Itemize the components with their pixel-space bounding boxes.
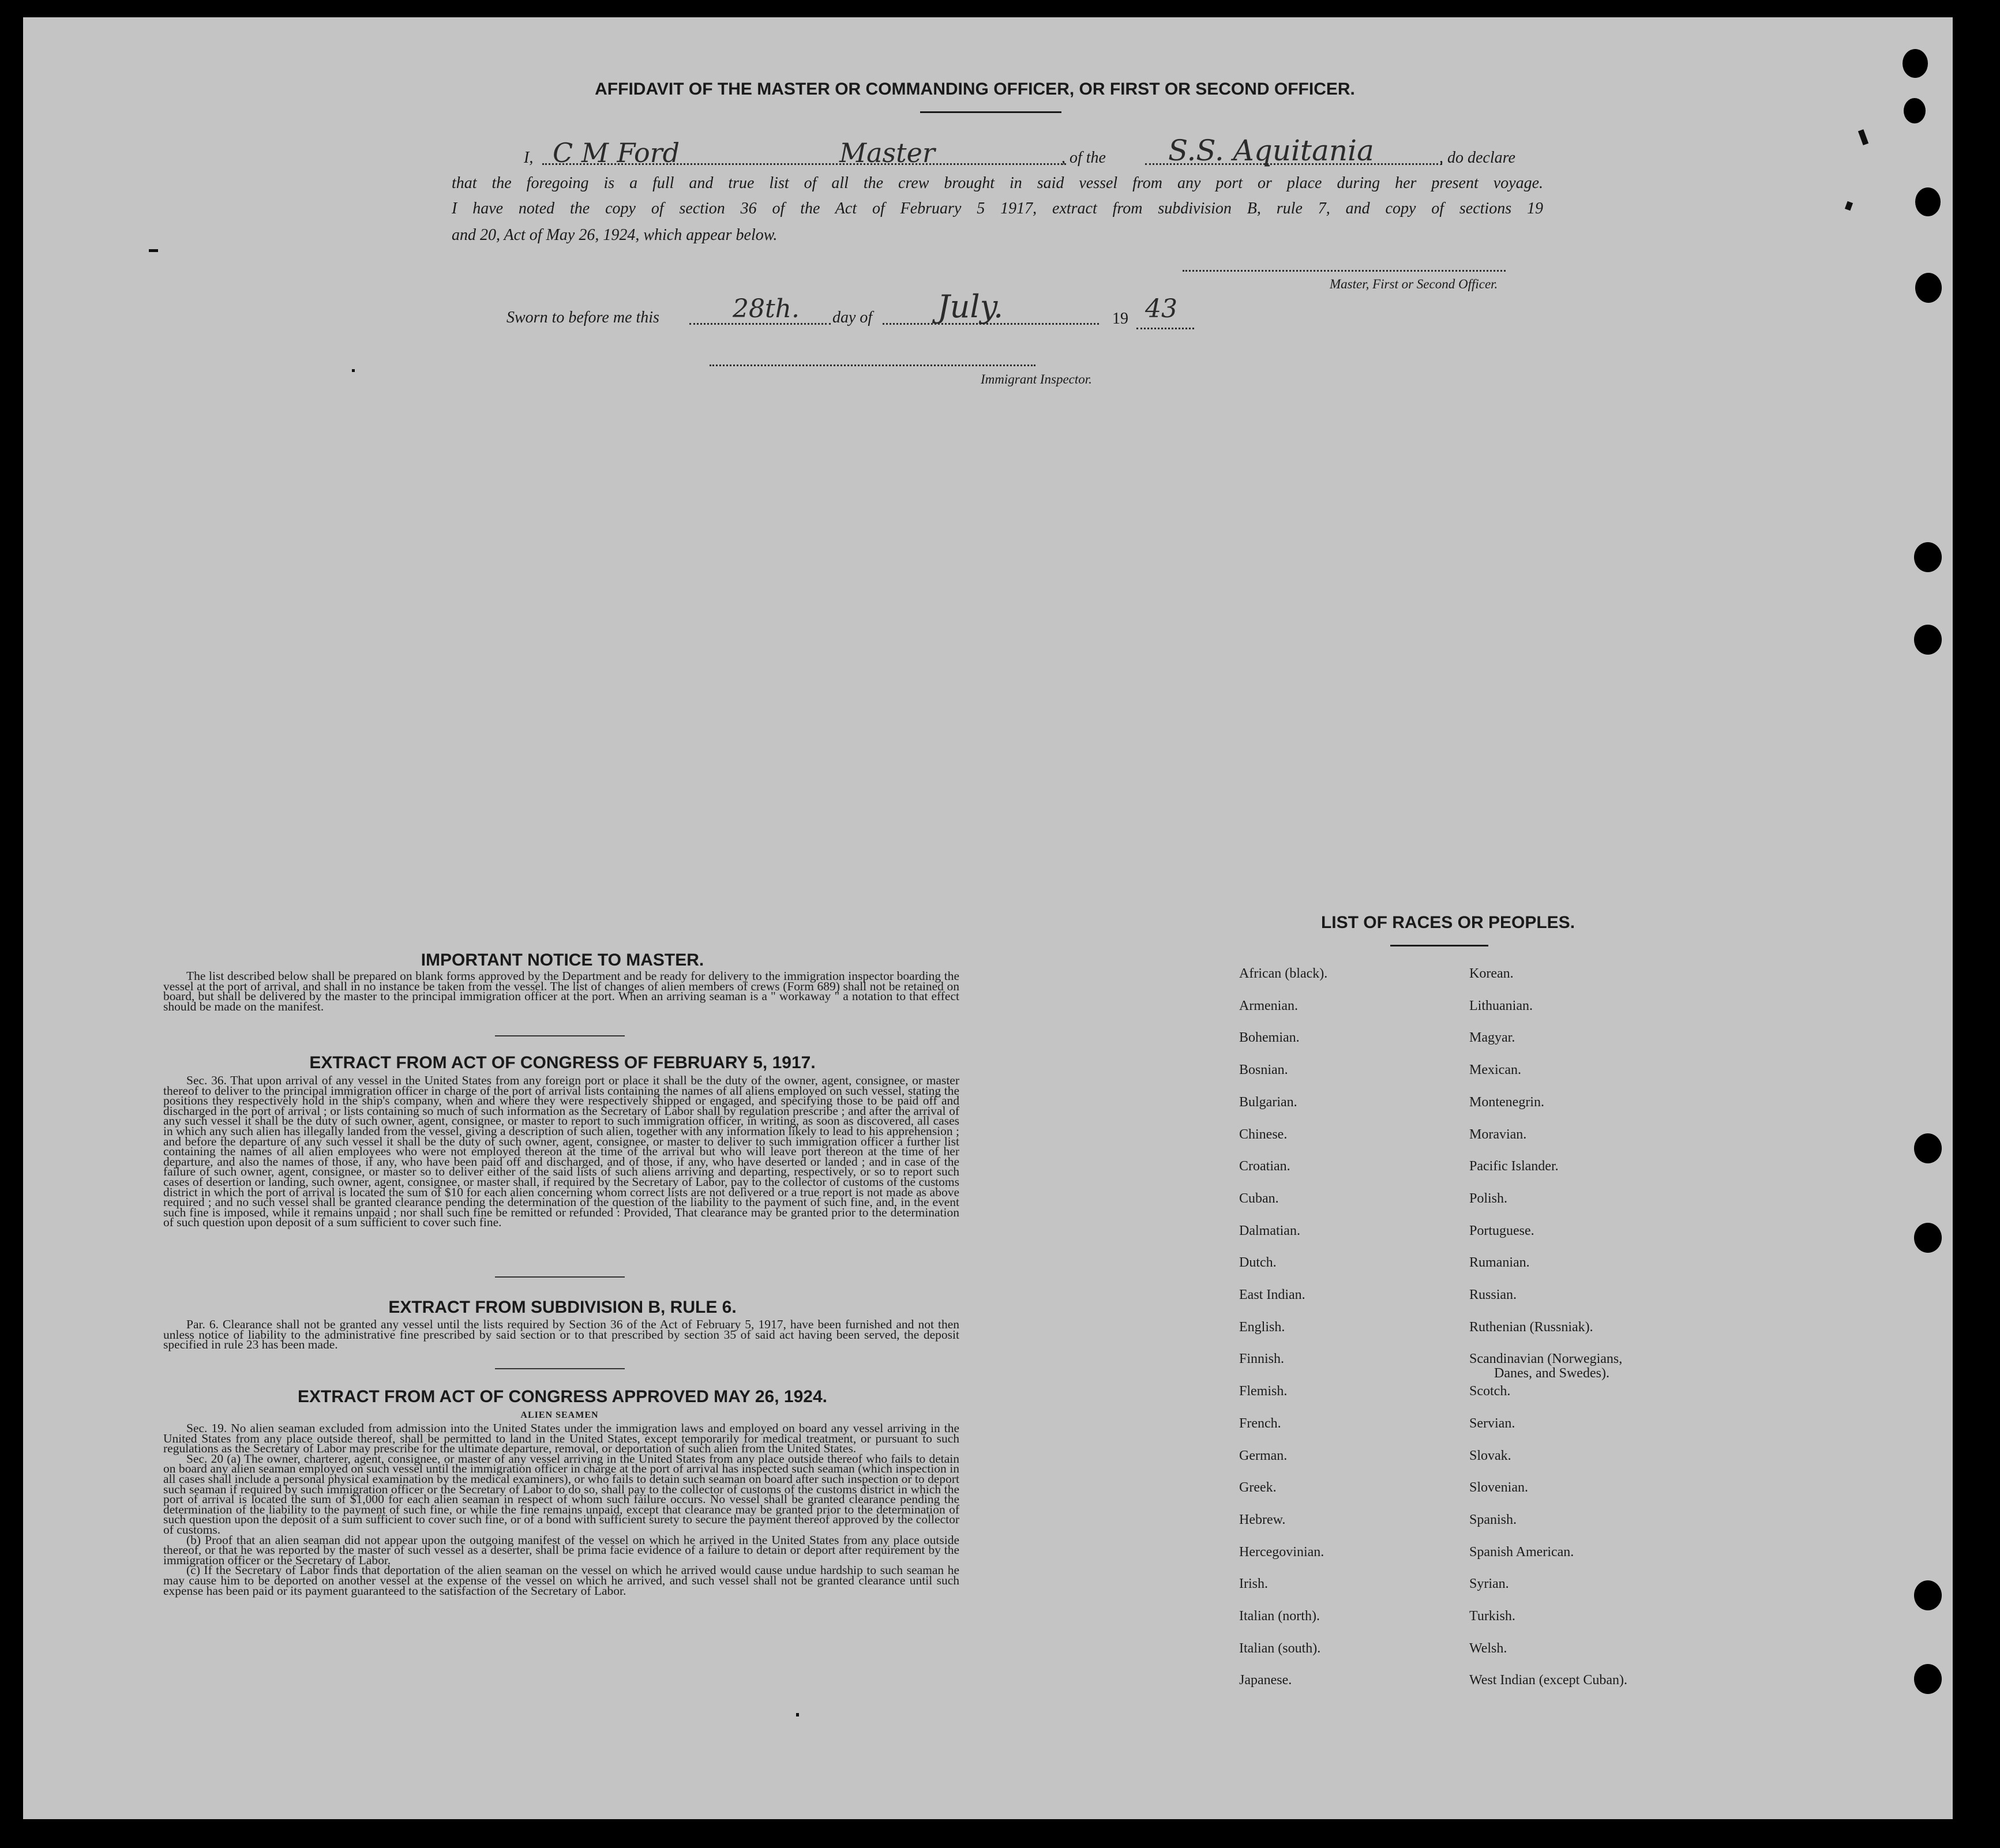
race-item: Russian.: [1469, 1287, 1517, 1302]
mark: [796, 1713, 799, 1716]
pronoun: I,: [524, 149, 534, 167]
master-name: C M Ford: [553, 137, 680, 168]
alien-seamen-subtitle: ALIEN SEAMEN: [520, 1410, 599, 1420]
punch-hole: [1903, 49, 1928, 78]
master-signature-caption: Master, First or Second Officer.: [1330, 277, 1498, 291]
race-item: Servian.: [1469, 1415, 1515, 1431]
race-item: English.: [1239, 1319, 1285, 1335]
race-item: German.: [1239, 1448, 1288, 1463]
race-item: Lithuanian.: [1469, 998, 1533, 1013]
race-item: Scotch.: [1469, 1384, 1511, 1399]
sworn-day: 28th.: [733, 294, 800, 324]
sworn-month: July.: [937, 288, 1004, 325]
race-item: Chinese.: [1239, 1126, 1288, 1142]
race-item: Finnish.: [1239, 1351, 1285, 1367]
race-item: Spanish.: [1469, 1512, 1517, 1527]
race-item: French.: [1239, 1415, 1281, 1431]
races-title: LIST OF RACES OR PEOPLES.: [1320, 913, 1575, 932]
race-item: Bohemian.: [1239, 1030, 1300, 1046]
race-item: Slovenian.: [1469, 1480, 1528, 1496]
punch-hole: [1914, 1664, 1942, 1694]
year-line: [1136, 328, 1194, 329]
punch-hole: [1914, 1580, 1942, 1610]
master-signature-line: [1183, 270, 1506, 272]
extract-1924-title: EXTRACT FROM ACT OF CONGRESS APPROVED MAY 26, 1924.: [298, 1387, 827, 1406]
declaration-line-1: that the foregoing is a full and true list of all the crew brought in said vessel from any port or place during her present voyage.: [452, 174, 1543, 192]
notice-text: The list described below shall be prepared on blank forms approved by the Department and be ready for delivery to the immigration inspector boarding the vessel at the port of arrival, and shall in no instance be taken from the vessel. The list of changes of alien members of crews (Form 689) shall not be retained on board, but shall be delivered by the master to the principal immigration officer at the port. When an arriving seaman is a " workaway " a notation to that effect should be made on the manifest.: [163, 969, 959, 1013]
year-prefix: 19: [1112, 310, 1128, 328]
race-item: Cuban.: [1239, 1190, 1279, 1206]
race-item: Slovak.: [1469, 1448, 1511, 1463]
race-item: West Indian (except Cuban).: [1469, 1673, 1627, 1688]
declaration-line-3: and 20, Act of May 26, 1924, which appear below.: [452, 226, 778, 244]
punch-hole: [1915, 273, 1942, 303]
vessel-name: S.S. Aquitania: [1168, 134, 1374, 167]
section-20a: Sec. 20 (a) The owner, charterer, agent, consignee, or master of any vessel arriving in the United States from any place outside thereof who fails to detain on board any alien seaman employed on such vessel until the immigration officer in charge at the port of arrival has inspected such seaman (which inspection in all cases shall include a personal physical examination by the medical examiners), or who fails to detain such seaman on board after such inspection or to deport such seaman if required by such immigration officer or the Secretary of Labor to do so, shall pay to the collector of customs of the customs district in which the port of arrival is located the sum of $1,000 for each alien seaman in respect of whom such failure occurs. No vessel shall be granted clearance pending the determination of the liability to the payment of such fine, or while the fine remains unpaid, except that clearance may be granted prior to the determination of such question upon the deposit of a sum sufficient to cover such fine, or of a bond with sufficient surety to secure the payment thereof approved by the collector of customs.: [163, 1451, 959, 1537]
race-item: Ruthenian (Russniak).: [1469, 1319, 1593, 1335]
divider: [495, 1276, 625, 1278]
race-item: Irish.: [1239, 1576, 1268, 1592]
divider: [495, 1368, 625, 1369]
sworn-year: 43: [1145, 294, 1177, 324]
punch-hole: [1914, 542, 1942, 572]
mark: [352, 369, 355, 372]
race-item: Japanese.: [1239, 1673, 1292, 1688]
do-declare-label: , do declare: [1439, 149, 1515, 167]
race-item: Mexican.: [1469, 1062, 1521, 1078]
race-item: Portuguese.: [1469, 1223, 1534, 1238]
mark: [149, 249, 158, 252]
race-item: Dalmatian.: [1239, 1223, 1300, 1238]
divider: [920, 111, 1061, 113]
race-item: Greek.: [1239, 1480, 1277, 1496]
of-the-label: , of the: [1061, 149, 1106, 167]
race-item: Italian (north).: [1239, 1609, 1320, 1624]
race-item: Korean.: [1469, 966, 1514, 981]
section-20b: (b) Proof that an alien seaman did not appear upon the outgoing manifest of the vessel on which he arrived in the United States from any place outside thereof, or that he was reported by the master of such vessel as a deserter, shall be prima facie evidence of a failure to detain or deport after requirement by the immigration officer or the Secretary of Labor.: [163, 1533, 959, 1567]
race-item: Syrian.: [1469, 1576, 1509, 1592]
punch-hole: [1914, 1223, 1942, 1253]
race-item: Italian (south).: [1239, 1640, 1321, 1656]
day-of-label: day of: [832, 309, 873, 326]
race-item: Dutch.: [1239, 1255, 1277, 1271]
race-item: Moravian.: [1469, 1126, 1527, 1142]
race-item: Danes, and Swedes).: [1494, 1366, 1609, 1381]
section-19: Sec. 19. No alien seaman excluded from admission into the United States under the immigration laws and employed on board any vessel arriving in the United States from any place outside thereof, shall be permitted to land in the United States, except temporarily for medical treatment, or pursuant to such regulations as the Secretary of Labor may prescribe for the ultimate departure, removal, or deportation of such alien from the United States.: [163, 1421, 959, 1456]
race-item: Bosnian.: [1239, 1062, 1288, 1078]
race-item: Bulgarian.: [1239, 1094, 1297, 1110]
rule6-title: EXTRACT FROM SUBDIVISION B, RULE 6.: [388, 1298, 737, 1317]
race-item: Pacific Islander.: [1469, 1159, 1559, 1174]
race-item: East Indian.: [1239, 1287, 1305, 1302]
race-item: Welsh.: [1469, 1640, 1507, 1656]
section-20c: (c) If the Secretary of Labor finds that deportation of the alien seaman on the vessel on which he arrived would cause undue hardship to such seaman he may cause him to be deported on another vessel at the expense of the vessel on which he arrived, and such vessel shall not be granted clearance until such expense has been paid or its payment guaranteed to the satisfaction of the Secretary of Labor.: [163, 1563, 959, 1598]
master-rank: Master: [839, 137, 935, 168]
divider: [495, 1035, 625, 1036]
extract-1924-text: [163, 1423, 959, 1596]
inspector-signature-line: [710, 365, 1035, 366]
race-item: Polish.: [1469, 1190, 1508, 1206]
race-item: Rumanian.: [1469, 1255, 1530, 1271]
race-item: Flemish.: [1239, 1384, 1288, 1399]
inspector-caption: Immigrant Inspector.: [981, 372, 1092, 386]
punch-hole: [1904, 98, 1926, 123]
race-item: Magyar.: [1469, 1030, 1515, 1046]
punch-hole: [1914, 625, 1942, 655]
race-item: Scandinavian (Norwegians,: [1469, 1351, 1623, 1367]
declaration-line-2: I have noted the copy of section 36 of the Act of February 5 1917, extract from subdivision B, rule 7, and copy of sections 19: [452, 200, 1543, 217]
affidavit-title: AFFIDAVIT OF THE MASTER OR COMMANDING OFFICER, OR FIRST OR SECOND OFFICER.: [595, 80, 1355, 99]
race-item: Montenegrin.: [1469, 1094, 1544, 1110]
race-item: Croatian.: [1239, 1159, 1290, 1174]
race-item: Armenian.: [1239, 998, 1298, 1013]
punch-hole: [1915, 187, 1941, 216]
notice-title: IMPORTANT NOTICE TO MASTER.: [421, 951, 704, 970]
punch-hole: [1914, 1133, 1942, 1163]
race-item: African (black).: [1239, 966, 1328, 981]
race-item: Hebrew.: [1239, 1512, 1286, 1527]
divider: [1390, 945, 1488, 946]
race-item: Spanish American.: [1469, 1544, 1574, 1560]
race-item: Turkish.: [1469, 1609, 1515, 1624]
rule6-text: Par. 6. Clearance shall not be granted any vessel until the lists required by Section 36 of the Act of February 5, 1917, have been furnished and not then unless notice of liability to the administrative fine prescribed by said section or to that prescribed by section 35 of said act having been served, the deposit specified in rule 23 has been made.: [163, 1317, 959, 1352]
race-item: Hercegovinian.: [1239, 1544, 1324, 1560]
sworn-prefix: Sworn to before me this: [506, 309, 659, 326]
extract-1917-title: EXTRACT FROM ACT OF CONGRESS OF FEBRUARY 5, 1917.: [309, 1053, 816, 1072]
extract-1917-text: Sec. 36. That upon arrival of any vessel in the United States from any foreign port or place it shall be the duty of the owner, agent, consignee, or master thereof to deliver to the principal immigration officer in charge of the port of arrival lists containing the names of all aliens employed on such vessel, stating the positions they respectively hold in the ship's company, when and where they were respectively shipped or engaged, and specifying those to be paid off and discharged in the port of arrival ; or lists containing so much of such information as the Secretary of Labor shall by regulation prescribe ; and after the arrival of any such vessel it shall be the duty of such owner, agent, consignee, or master to report to such immigration officer, in writing, as soon as discovered, all cases in which any such alien has illegally landed from the vessel, giving a description of such alien, together with any information likely to lead to his apprehension ; and before the departure of any such vessel it shall be the duty of such owner, agent, consignee, or master to deliver to such immigration officer a further list containing the names of all alien employees who were not employed thereon at the time of the arrival but who will leave port thereon at the time of her departure, and also the names of those, if any, who have been paid off and discharged, and of those, if any, who have deserted or landed ; and in case of the failure of such owner, agent, consignee, or master so to deliver either of the said lists of such aliens arriving and departing, respectively, or so to report such cases of desertion or landing, such owner, agent, consignee, or master shall, if required by the Secretary of Labor, pay to the collector of customs of the customs district in which the port of arrival is located the sum of $10 for each alien concerning whom correct lists are not delivered or a true report is not made as above required ; and no such vessel shall be granted clearance pending the determination of the question of the liability to the payment of such fine, and, in the event such fine is imposed, while it remains unpaid ; nor shall such fine be remitted or refunded : Provided, That clearance may be granted prior to the determination of such question upon deposit of a sum sufficient to cover such fine.: [163, 1073, 959, 1230]
